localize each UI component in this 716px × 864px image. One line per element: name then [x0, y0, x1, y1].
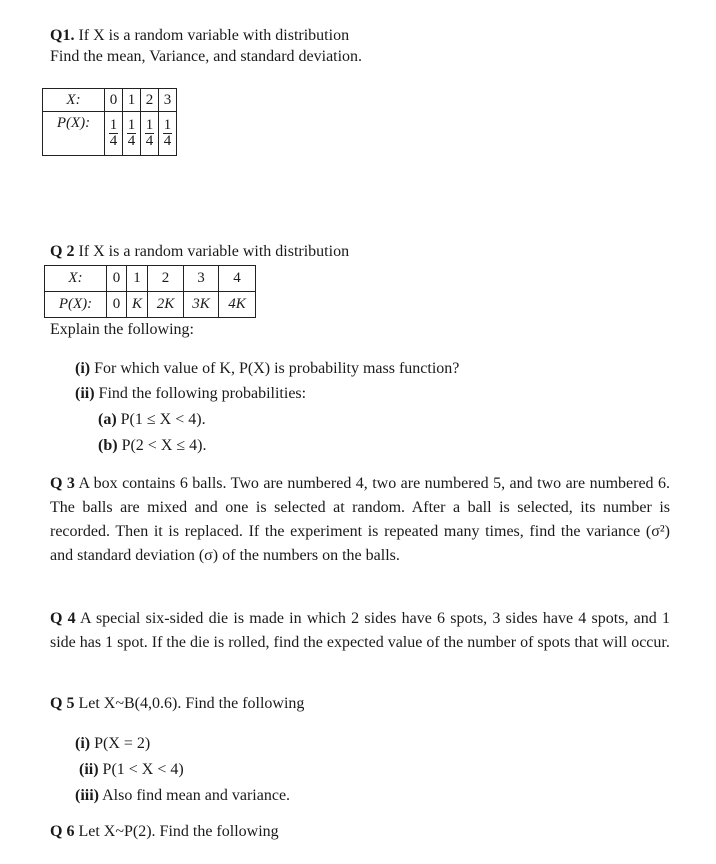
- q5-label: Q 5: [50, 695, 75, 712]
- q2-x-value: 1: [127, 266, 148, 292]
- q2-p-label: P(X):: [45, 292, 107, 318]
- q6-label: Q 6: [50, 823, 75, 840]
- q2-part-ii: (ii) Find the following probabilities:: [75, 385, 307, 402]
- q1-p-fraction: $\frac{1}{4}$: [105, 112, 123, 156]
- q6-line1: Q 6 Let X~P(2). Find the following: [50, 823, 279, 840]
- q2-p-value: 3K: [184, 292, 219, 318]
- q2-x-value: 2: [148, 266, 184, 292]
- q1-label: Q1.: [50, 27, 75, 44]
- q2-part-i: (i) For which value of K, P(X) is probability mass function?: [75, 360, 460, 377]
- q2-part-a: (a) P(1 ≤ X < 4).: [98, 411, 206, 428]
- q2-x-value: 3: [184, 266, 219, 292]
- q1-p-fraction: $\frac{1}{4}$: [159, 112, 177, 156]
- q1-distribution-table: [42, 88, 177, 156]
- q1-x-value: 1: [123, 89, 141, 112]
- q5-part-iii: (iii) Also find mean and variance.: [75, 787, 291, 804]
- q4-label: Q 4: [50, 610, 76, 627]
- q1-p-label: P(X):: [43, 112, 105, 156]
- q1-x-value: 3: [159, 89, 177, 112]
- q3-label: Q 3: [50, 475, 75, 492]
- q1-line1: Q1. If X is a random variable with distribution: [50, 27, 350, 44]
- q1-line2: Find the mean, Variance, and standard deviation.: [50, 48, 363, 65]
- q1-x-value: 0: [105, 89, 123, 112]
- q5-part-ii: (ii) P(1 < X < 4): [79, 761, 184, 778]
- q1-p-fraction: $\frac{1}{4}$: [123, 112, 141, 156]
- q2-distribution-table: [44, 265, 256, 318]
- q2-p-value: 4K: [219, 292, 256, 318]
- q2-p-value: K: [127, 292, 148, 318]
- q2-x-label: X:: [45, 266, 107, 292]
- q2-part-b: (b) P(2 < X ≤ 4).: [98, 437, 207, 454]
- q1-p-fraction: $\frac{1}{4}$: [141, 112, 159, 156]
- q2-p-value: 0: [107, 292, 127, 318]
- q1-x-label: X:: [43, 89, 105, 112]
- q2-p-value: 2K: [148, 292, 184, 318]
- q5-part-i: (i) P(X = 2): [75, 735, 151, 752]
- q2-x-value: 0: [107, 266, 127, 292]
- q1-x-value: 2: [141, 89, 159, 112]
- q2-x-value: 4: [219, 266, 256, 292]
- q3-paragraph: Q 3 A box contains 6 balls. Two are numbered 4, two are numbered 5, and two are numbered 6. The balls are mixed and one is selected at random. After a ball is selected, its number is recorded. Then it is replaced. If the experiment is repeated many times, find the variance (σ²) and standard deviation (σ) of the numbers on the balls.: [50, 475, 670, 564]
- q2-line1: Q 2 If X is a random variable with distribution: [50, 243, 350, 260]
- q2-label: Q 2: [50, 243, 75, 260]
- q4-paragraph: Q 4 A special six-sided die is made in which 2 sides have 6 spots, 3 sides have 4 spots, and 1 side has 1 spot. If the die is rolled, find the expected value of the number of spots that will occur.: [50, 610, 671, 651]
- q5-line1: Q 5 Let X~B(4,0.6). Find the following: [50, 695, 305, 712]
- q2-explain: Explain the following:: [50, 321, 194, 338]
